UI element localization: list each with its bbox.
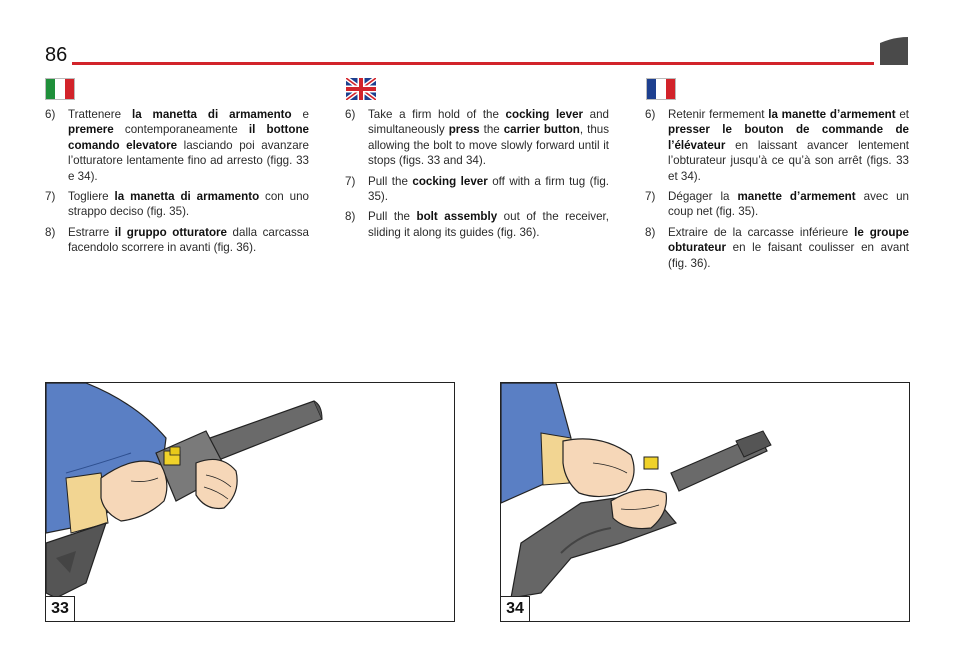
italy-flag-icon <box>45 78 75 100</box>
instruction-text: Trattenere <box>68 108 132 121</box>
instruction-emphasis: la manetta di armamento <box>131 108 292 121</box>
corner-tab-icon <box>880 37 908 65</box>
instruction-emphasis: press <box>448 123 480 137</box>
instruction-number: 7) <box>345 174 356 188</box>
instruction-item <box>345 209 609 240</box>
instruction-text: dalla carcassa facendolo scorrere in avanti (fig. 36). <box>68 225 309 255</box>
instruction-number: 6) <box>45 108 56 121</box>
column-italian <box>45 107 309 261</box>
instruction-item <box>45 225 309 256</box>
instruction-text: , thus allowing the bolt to move slowly forward until it stops (figs. 33 and 34). <box>368 123 610 168</box>
instruction-text: Estrarre <box>68 225 115 239</box>
instruction-text: en le faisant coulisser en avant (fig. 36). <box>668 241 909 270</box>
instruction-emphasis: il gruppo otturatore <box>114 225 227 239</box>
instruction-number: 7) <box>645 190 656 204</box>
hand-holding-cocking-lever-illustration <box>46 383 455 622</box>
instruction-text: avec un coup net (fig. 35). <box>668 190 909 219</box>
instruction-emphasis: cocking lever <box>412 174 488 188</box>
instruction-item <box>345 174 609 205</box>
instruction-emphasis: manette d’armement <box>737 190 856 204</box>
instruction-emphasis: la manette d’armement <box>768 108 896 121</box>
instruction-number: 8) <box>345 210 356 224</box>
instruction-number: 8) <box>45 225 56 239</box>
instruction-number: 7) <box>45 190 56 204</box>
instruction-text: en laissant avancer lentement l’obturateur jusqu’à ce qu’à son arrêt (figs. 33 et 34). <box>668 138 909 183</box>
instruction-number: 6) <box>345 108 356 121</box>
uk-flag-icon <box>346 78 376 100</box>
header-rule <box>72 62 874 65</box>
france-flag-icon <box>646 78 676 100</box>
instruction-text: Dégager la <box>668 190 738 204</box>
instruction-item <box>45 107 309 184</box>
instruction-emphasis: le groupe obturateur <box>668 225 909 255</box>
column-french <box>645 107 909 276</box>
instruction-text: lasciando poi avanzare l’otturatore lentamente fino ad arresto (figg. 33 e 34). <box>68 138 309 183</box>
instruction-text: contemporaneamente <box>113 123 249 137</box>
page-number: 86 <box>45 44 68 66</box>
figure-33 <box>45 382 455 622</box>
instruction-item <box>45 189 309 220</box>
instruction-item <box>345 107 609 169</box>
instruction-text: off with a firm tug (fig. 35). <box>368 174 609 204</box>
instruction-emphasis: carrier button <box>503 123 580 137</box>
instruction-text: Pull the <box>368 174 413 188</box>
column-english <box>345 107 609 245</box>
instruction-text: the <box>479 123 504 137</box>
instruction-emphasis: premere <box>68 123 114 137</box>
instruction-emphasis: bolt assembly <box>416 210 498 224</box>
figure-label-33: 33 <box>46 596 75 621</box>
instruction-text: e <box>291 108 310 121</box>
instruction-text: Togliere <box>68 190 115 204</box>
instruction-text: Pull the <box>368 210 417 224</box>
figure-label-34: 34 <box>501 596 530 621</box>
instruction-text: out of the receiver, sliding it along its guides (fig. 36). <box>368 210 609 239</box>
instruction-text: Retenir fermement <box>668 108 769 121</box>
instruction-emphasis: presser le bouton de commande de l’élévateur <box>668 123 909 152</box>
instruction-emphasis: il bottone comando elevatore <box>68 123 309 152</box>
instruction-emphasis: cocking lever <box>505 108 584 121</box>
instruction-item <box>645 107 909 184</box>
instruction-number: 6) <box>645 108 656 121</box>
instruction-emphasis: la manetta di armamento <box>114 190 260 204</box>
instruction-number: 8) <box>645 225 656 239</box>
instruction-text: Take a firm hold of the <box>368 108 506 121</box>
figure-34 <box>500 382 910 622</box>
instruction-text: et <box>895 108 909 121</box>
instruction-text: and simultaneously <box>368 108 609 137</box>
instruction-item <box>645 189 909 220</box>
hands-pressing-carrier-button-illustration <box>501 383 910 622</box>
instruction-text: Extraire de la carcasse inférieure <box>668 225 855 239</box>
instruction-text: con uno strappo deciso (fig. 35). <box>68 190 309 219</box>
instruction-item <box>645 225 909 271</box>
